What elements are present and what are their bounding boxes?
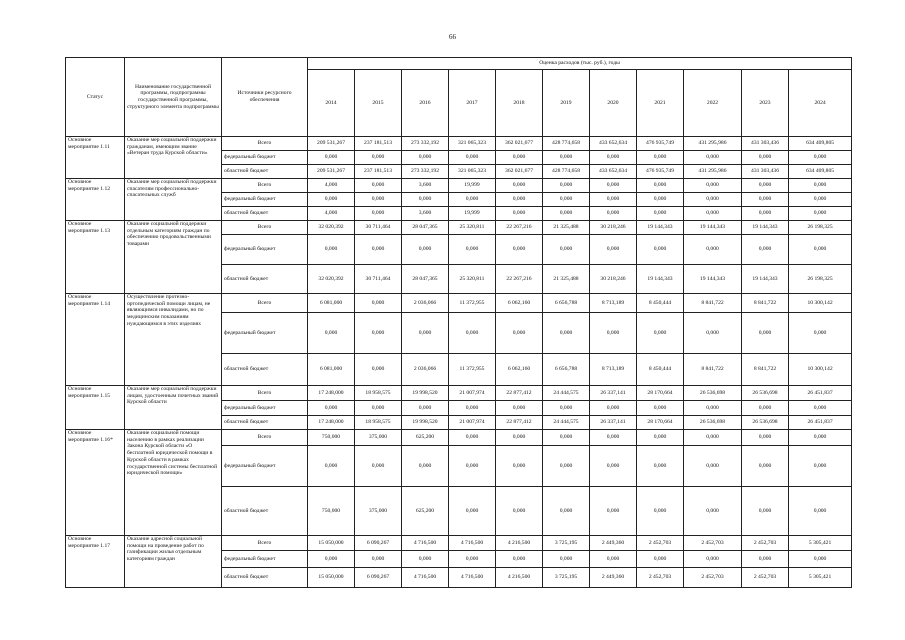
header-year: 2019 — [543, 70, 590, 137]
amount-cell: 0,000 — [355, 235, 402, 265]
amount-cell: 0,000 — [637, 207, 684, 221]
amount-cell: 19 144,343 — [742, 265, 789, 294]
funding-source: Всего — [222, 137, 308, 151]
funding-source: Всего — [222, 294, 308, 313]
amount-cell: 0,000 — [742, 446, 789, 487]
measure-status: Основное мероприятие 1.12 — [66, 179, 125, 221]
amount-cell: 0,000 — [637, 551, 684, 568]
amount-cell: 0,000 — [496, 551, 543, 568]
amount-cell: 21 325,488 — [543, 265, 590, 294]
amount-cell: 28 170,664 — [637, 386, 684, 401]
measure-name: Оказание социальной поддержки отдельным категориям граждан по обеспечению продовольственными товарами — [125, 221, 222, 294]
amount-cell: 8 841,722 — [742, 294, 789, 313]
amount-cell: 2 452,703 — [684, 536, 742, 551]
funding-source: федеральный бюджет — [222, 401, 308, 416]
amount-cell: 0,000 — [543, 151, 590, 165]
amount-cell: 0,000 — [637, 401, 684, 416]
amount-cell: 15 050,000 — [308, 568, 355, 588]
amount-cell: 0,000 — [355, 179, 402, 193]
amount-cell: 375,000 — [355, 430, 402, 446]
amount-cell: 0,000 — [402, 446, 449, 487]
funding-source: областной бюджет — [222, 354, 308, 386]
amount-cell: 0,000 — [308, 235, 355, 265]
amount-cell: 6 090,267 — [355, 536, 402, 551]
amount-cell: 0,000 — [308, 313, 355, 354]
amount-cell: 4 716,500 — [402, 536, 449, 551]
header-name: Наименование государственной программы, подпрограммы государственной программы, структурного элемента подпрограммы — [125, 58, 222, 137]
amount-cell: 0,000 — [402, 313, 449, 354]
amount-cell: 4,000 — [308, 179, 355, 193]
funding-source: Всего — [222, 536, 308, 551]
amount-cell: 0,000 — [355, 294, 402, 313]
amount-cell: 26 536,698 — [684, 386, 742, 401]
amount-cell: 4 216,500 — [496, 568, 543, 588]
amount-cell: 28 170,664 — [637, 416, 684, 430]
amount-cell: 17 248,000 — [308, 386, 355, 401]
funding-source: федеральный бюджет — [222, 313, 308, 354]
table-row — [66, 536, 852, 551]
amount-cell: 433 652,634 — [590, 165, 637, 179]
funding-source: Всего — [222, 179, 308, 193]
amount-cell: 0,000 — [590, 446, 637, 487]
header-year: 2024 — [789, 70, 852, 137]
amount-cell: 0,000 — [684, 235, 742, 265]
funding-source: федеральный бюджет — [222, 446, 308, 487]
amount-cell: 2 452,703 — [742, 536, 789, 551]
amount-cell: 4 716,500 — [402, 568, 449, 588]
amount-cell: 0,000 — [742, 551, 789, 568]
amount-cell: 17 248,000 — [308, 416, 355, 430]
amount-cell: 750,000 — [308, 430, 355, 446]
amount-cell: 0,000 — [543, 551, 590, 568]
header-year: 2023 — [742, 70, 789, 137]
page-number: 66 — [449, 33, 456, 41]
measure-status: Основное мероприятие 1.13 — [66, 221, 125, 294]
measure-status: Основное мероприятие 1.16* — [66, 430, 125, 536]
amount-cell: 0,000 — [637, 430, 684, 446]
amount-cell: 0,000 — [637, 487, 684, 536]
amount-cell: 25 320,811 — [449, 265, 496, 294]
amount-cell: 0,000 — [308, 151, 355, 165]
amount-cell: 0,000 — [742, 430, 789, 446]
amount-cell: 4,000 — [308, 207, 355, 221]
amount-cell: 0,000 — [543, 446, 590, 487]
amount-cell: 0,000 — [789, 401, 852, 416]
amount-cell: 428 774,658 — [543, 137, 590, 151]
amount-cell: 0,000 — [543, 193, 590, 207]
amount-cell: 26 337,141 — [590, 416, 637, 430]
amount-cell: 8 450,444 — [637, 354, 684, 386]
amount-cell: 3 725,195 — [543, 568, 590, 588]
amount-cell: 2 452,703 — [742, 568, 789, 588]
amount-cell: 0,000 — [308, 446, 355, 487]
amount-cell: 25 320,811 — [449, 221, 496, 235]
amount-cell: 0,000 — [637, 179, 684, 193]
measure-name: Оказание адресной социальной помощи на проведение работ по газификации жилья отдельным категориям граждан — [125, 536, 222, 588]
amount-cell: 0,000 — [742, 193, 789, 207]
amount-cell: 750,000 — [308, 487, 355, 536]
amount-cell: 6 062,160 — [496, 354, 543, 386]
amount-cell: 26 536,698 — [742, 386, 789, 401]
amount-cell: 26 198,325 — [789, 265, 852, 294]
amount-cell: 26 451,837 — [789, 416, 852, 430]
amount-cell: 11 372,955 — [449, 294, 496, 313]
amount-cell: 476 935,749 — [637, 165, 684, 179]
amount-cell: 0,000 — [590, 313, 637, 354]
funding-source: областной бюджет — [222, 487, 308, 536]
amount-cell: 0,000 — [543, 401, 590, 416]
amount-cell: 0,000 — [684, 487, 742, 536]
amount-cell: 0,000 — [742, 235, 789, 265]
amount-cell: 0,000 — [789, 551, 852, 568]
amount-cell: 19 998,520 — [402, 386, 449, 401]
amount-cell: 0,000 — [496, 313, 543, 354]
amount-cell: 431 303,436 — [742, 137, 789, 151]
amount-cell: 0,000 — [449, 151, 496, 165]
amount-cell: 32 020,392 — [308, 265, 355, 294]
table-row — [66, 221, 852, 235]
measure-status: Основное мероприятие 1.15 — [66, 386, 125, 430]
amount-cell: 375,000 — [355, 487, 402, 536]
measure-name: Оказание мер социальной поддержки лицам, удостоенным почетных званий Курской области — [125, 386, 222, 430]
amount-cell: 19 144,343 — [637, 221, 684, 235]
measure-name: Оказание социальной помощи населению в рамках реализации Закона Курской области «О бесплатной юридической помощи в Курской области в рамках государственной системы бесплатной юридической помощи» — [125, 430, 222, 536]
amount-cell: 8 450,444 — [637, 294, 684, 313]
amount-cell: 0,000 — [449, 313, 496, 354]
amount-cell: 30 218,246 — [590, 265, 637, 294]
header-year: 2020 — [590, 70, 637, 137]
amount-cell: 0,000 — [355, 401, 402, 416]
amount-cell: 0,000 — [355, 446, 402, 487]
amount-cell: 0,000 — [789, 235, 852, 265]
amount-cell: 15 050,000 — [308, 536, 355, 551]
funding-source: областной бюджет — [222, 568, 308, 588]
amount-cell: 0,000 — [402, 551, 449, 568]
amount-cell: 0,000 — [590, 193, 637, 207]
amount-cell: 6 656,788 — [543, 354, 590, 386]
amount-cell: 0,000 — [449, 235, 496, 265]
amount-cell: 26 451,837 — [789, 386, 852, 401]
amount-cell: 26 536,698 — [742, 416, 789, 430]
header-estimate: Оценка расходов (тыс. руб.), годы — [308, 58, 852, 70]
amount-cell: 0,000 — [449, 401, 496, 416]
amount-cell: 0,000 — [449, 430, 496, 446]
amount-cell: 0,000 — [684, 313, 742, 354]
amount-cell: 2 452,703 — [637, 568, 684, 588]
amount-cell: 0,000 — [496, 430, 543, 446]
measure-name: Оказание мер социальной поддержки спасателям профессионально-спасательных служб — [125, 179, 222, 221]
table-row — [66, 386, 852, 401]
amount-cell: 0,000 — [637, 313, 684, 354]
budget-table — [65, 57, 852, 588]
amount-cell: 22 267,216 — [496, 265, 543, 294]
amount-cell: 209 531,267 — [308, 137, 355, 151]
amount-cell: 8 713,189 — [590, 354, 637, 386]
amount-cell: 10 300,142 — [789, 294, 852, 313]
measure-status: Основное мероприятие 1.11 — [66, 137, 125, 179]
header-year: 2015 — [355, 70, 402, 137]
amount-cell: 22 877,412 — [496, 416, 543, 430]
funding-source: федеральный бюджет — [222, 235, 308, 265]
amount-cell: 2 452,703 — [637, 536, 684, 551]
amount-cell: 4 216,500 — [496, 536, 543, 551]
amount-cell: 0,000 — [590, 235, 637, 265]
amount-cell: 0,000 — [496, 446, 543, 487]
amount-cell: 0,000 — [355, 551, 402, 568]
table-row — [66, 294, 852, 313]
amount-cell: 19,999 — [449, 179, 496, 193]
amount-cell: 0,000 — [684, 179, 742, 193]
amount-cell: 21 325,488 — [543, 221, 590, 235]
amount-cell: 0,000 — [402, 235, 449, 265]
header-year: 2018 — [496, 70, 543, 137]
amount-cell: 428 774,658 — [543, 165, 590, 179]
amount-cell: 237 181,513 — [355, 165, 402, 179]
amount-cell: 431 295,986 — [684, 165, 742, 179]
amount-cell: 10 300,142 — [789, 354, 852, 386]
amount-cell: 3,600 — [402, 179, 449, 193]
amount-cell: 0,000 — [789, 193, 852, 207]
amount-cell: 0,000 — [496, 235, 543, 265]
amount-cell: 0,000 — [496, 401, 543, 416]
funding-source: областной бюджет — [222, 207, 308, 221]
funding-source: областной бюджет — [222, 265, 308, 294]
amount-cell: 8 713,189 — [590, 294, 637, 313]
amount-cell: 0,000 — [543, 487, 590, 536]
amount-cell: 30 711,464 — [355, 221, 402, 235]
amount-cell: 0,000 — [449, 487, 496, 536]
amount-cell: 0,000 — [308, 193, 355, 207]
amount-cell: 6 062,160 — [496, 294, 543, 313]
amount-cell: 0,000 — [449, 551, 496, 568]
amount-cell: 3,600 — [402, 207, 449, 221]
amount-cell: 0,000 — [543, 179, 590, 193]
amount-cell: 0,000 — [742, 487, 789, 536]
amount-cell: 3 725,195 — [543, 536, 590, 551]
amount-cell: 0,000 — [684, 446, 742, 487]
amount-cell: 0,000 — [590, 487, 637, 536]
amount-cell: 22 877,412 — [496, 386, 543, 401]
amount-cell: 2 452,703 — [684, 568, 742, 588]
amount-cell: 22 267,216 — [496, 221, 543, 235]
amount-cell: 273 332,192 — [402, 137, 449, 151]
amount-cell: 0,000 — [590, 207, 637, 221]
amount-cell: 0,000 — [789, 151, 852, 165]
amount-cell: 209 531,267 — [308, 165, 355, 179]
amount-cell: 21 007,974 — [449, 416, 496, 430]
amount-cell: 0,000 — [742, 313, 789, 354]
amount-cell: 28 047,365 — [402, 265, 449, 294]
header-source: Источники ресурсного обеспечения — [222, 58, 308, 137]
amount-cell: 0,000 — [637, 193, 684, 207]
table-row — [66, 430, 852, 446]
amount-cell: 5 305,421 — [789, 536, 852, 551]
table-row — [66, 137, 852, 151]
funding-source: Всего — [222, 430, 308, 446]
amount-cell: 4 716,500 — [449, 568, 496, 588]
amount-cell: 0,000 — [590, 430, 637, 446]
amount-cell: 0,000 — [496, 487, 543, 536]
amount-cell: 0,000 — [402, 401, 449, 416]
amount-cell: 19,999 — [449, 207, 496, 221]
funding-source: Всего — [222, 386, 308, 401]
amount-cell: 0,000 — [543, 235, 590, 265]
amount-cell: 11 372,955 — [449, 354, 496, 386]
measure-name: Осуществление протезно-ортопедической помощи лицам, не являющимся инвалидами, но по медицинским показаниям нуждающимся в этих изделиях — [125, 294, 222, 386]
amount-cell: 0,000 — [543, 207, 590, 221]
amount-cell: 0,000 — [789, 313, 852, 354]
measure-status: Основное мероприятие 1.14 — [66, 294, 125, 386]
amount-cell: 0,000 — [684, 401, 742, 416]
funding-source: областной бюджет — [222, 416, 308, 430]
amount-cell: 0,000 — [742, 151, 789, 165]
amount-cell: 0,000 — [684, 151, 742, 165]
amount-cell: 625,200 — [402, 487, 449, 536]
amount-cell: 4 716,500 — [449, 536, 496, 551]
amount-cell: 0,000 — [355, 207, 402, 221]
amount-cell: 431 295,986 — [684, 137, 742, 151]
amount-cell: 0,000 — [590, 551, 637, 568]
amount-cell: 6 081,000 — [308, 294, 355, 313]
amount-cell: 28 047,365 — [402, 221, 449, 235]
amount-cell: 0,000 — [637, 235, 684, 265]
funding-source: федеральный бюджет — [222, 193, 308, 207]
amount-cell: 26 536,698 — [684, 416, 742, 430]
amount-cell: 433 652,634 — [590, 137, 637, 151]
amount-cell: 634 409,805 — [789, 165, 852, 179]
amount-cell: 273 332,192 — [402, 165, 449, 179]
amount-cell: 0,000 — [684, 430, 742, 446]
amount-cell: 634 409,805 — [789, 137, 852, 151]
header-year: 2016 — [402, 70, 449, 137]
funding-source: федеральный бюджет — [222, 551, 308, 568]
measure-name: Оказание мер социальной поддержки гражданам, имеющим звание «Ветеран труда Курской области» — [125, 137, 222, 179]
funding-source: Всего — [222, 221, 308, 235]
amount-cell: 0,000 — [789, 446, 852, 487]
table-row — [66, 179, 852, 193]
amount-cell: 26 337,141 — [590, 386, 637, 401]
amount-cell: 2 449,360 — [590, 568, 637, 588]
amount-cell: 8 841,722 — [684, 294, 742, 313]
amount-cell: 18 958,575 — [355, 416, 402, 430]
amount-cell: 0,000 — [742, 401, 789, 416]
amount-cell: 321 065,323 — [449, 137, 496, 151]
amount-cell: 0,000 — [684, 207, 742, 221]
amount-cell: 0,000 — [308, 401, 355, 416]
amount-cell: 19 998,520 — [402, 416, 449, 430]
amount-cell: 362 021,677 — [496, 137, 543, 151]
amount-cell: 5 305,421 — [789, 568, 852, 588]
amount-cell: 0,000 — [355, 313, 402, 354]
amount-cell: 19 144,343 — [637, 265, 684, 294]
amount-cell: 0,000 — [742, 179, 789, 193]
header-year: 2014 — [308, 70, 355, 137]
amount-cell: 0,000 — [308, 551, 355, 568]
funding-source: областной бюджет — [222, 165, 308, 179]
amount-cell: 19 144,343 — [684, 221, 742, 235]
amount-cell: 0,000 — [637, 151, 684, 165]
amount-cell: 0,000 — [590, 179, 637, 193]
amount-cell: 0,000 — [402, 193, 449, 207]
amount-cell: 0,000 — [684, 551, 742, 568]
amount-cell: 26 198,325 — [789, 221, 852, 235]
amount-cell: 0,000 — [637, 446, 684, 487]
header-year: 2022 — [684, 70, 742, 137]
amount-cell: 8 841,722 — [742, 354, 789, 386]
amount-cell: 0,000 — [496, 193, 543, 207]
amount-cell: 8 841,722 — [684, 354, 742, 386]
header-year: 2017 — [449, 70, 496, 137]
amount-cell: 18 958,575 — [355, 386, 402, 401]
amount-cell: 0,000 — [789, 207, 852, 221]
amount-cell: 6 081,000 — [308, 354, 355, 386]
amount-cell: 21 007,974 — [449, 386, 496, 401]
amount-cell: 0,000 — [742, 207, 789, 221]
amount-cell: 0,000 — [355, 354, 402, 386]
amount-cell: 0,000 — [590, 151, 637, 165]
amount-cell: 0,000 — [496, 179, 543, 193]
amount-cell: 2 036,066 — [402, 294, 449, 313]
amount-cell: 30 218,246 — [590, 221, 637, 235]
amount-cell: 431 303,436 — [742, 165, 789, 179]
amount-cell: 24 444,575 — [543, 386, 590, 401]
amount-cell: 0,000 — [684, 193, 742, 207]
amount-cell: 0,000 — [543, 430, 590, 446]
amount-cell: 0,000 — [449, 193, 496, 207]
amount-cell: 0,000 — [789, 430, 852, 446]
amount-cell: 0,000 — [789, 487, 852, 536]
amount-cell: 237 181,513 — [355, 137, 402, 151]
amount-cell: 625,200 — [402, 430, 449, 446]
measure-status: Основное мероприятие 1.17 — [66, 536, 125, 588]
amount-cell: 476 935,749 — [637, 137, 684, 151]
amount-cell: 0,000 — [590, 401, 637, 416]
amount-cell: 0,000 — [496, 151, 543, 165]
amount-cell: 0,000 — [355, 151, 402, 165]
amount-cell: 0,000 — [789, 179, 852, 193]
amount-cell: 0,000 — [402, 151, 449, 165]
amount-cell: 32 020,392 — [308, 221, 355, 235]
amount-cell: 6 656,788 — [543, 294, 590, 313]
amount-cell: 0,000 — [449, 446, 496, 487]
amount-cell: 6 090,267 — [355, 568, 402, 588]
amount-cell: 0,000 — [355, 193, 402, 207]
amount-cell: 2 449,360 — [590, 536, 637, 551]
amount-cell: 321 065,323 — [449, 165, 496, 179]
amount-cell: 19 144,343 — [684, 265, 742, 294]
amount-cell: 2 036,066 — [402, 354, 449, 386]
amount-cell: 30 711,464 — [355, 265, 402, 294]
funding-source: федеральный бюджет — [222, 151, 308, 165]
amount-cell: 362 021,677 — [496, 165, 543, 179]
amount-cell: 24 444,575 — [543, 416, 590, 430]
amount-cell: 0,000 — [543, 313, 590, 354]
amount-cell: 0,000 — [496, 207, 543, 221]
header-year: 2021 — [637, 70, 684, 137]
amount-cell: 19 144,343 — [742, 221, 789, 235]
header-status: Статус — [66, 58, 125, 137]
